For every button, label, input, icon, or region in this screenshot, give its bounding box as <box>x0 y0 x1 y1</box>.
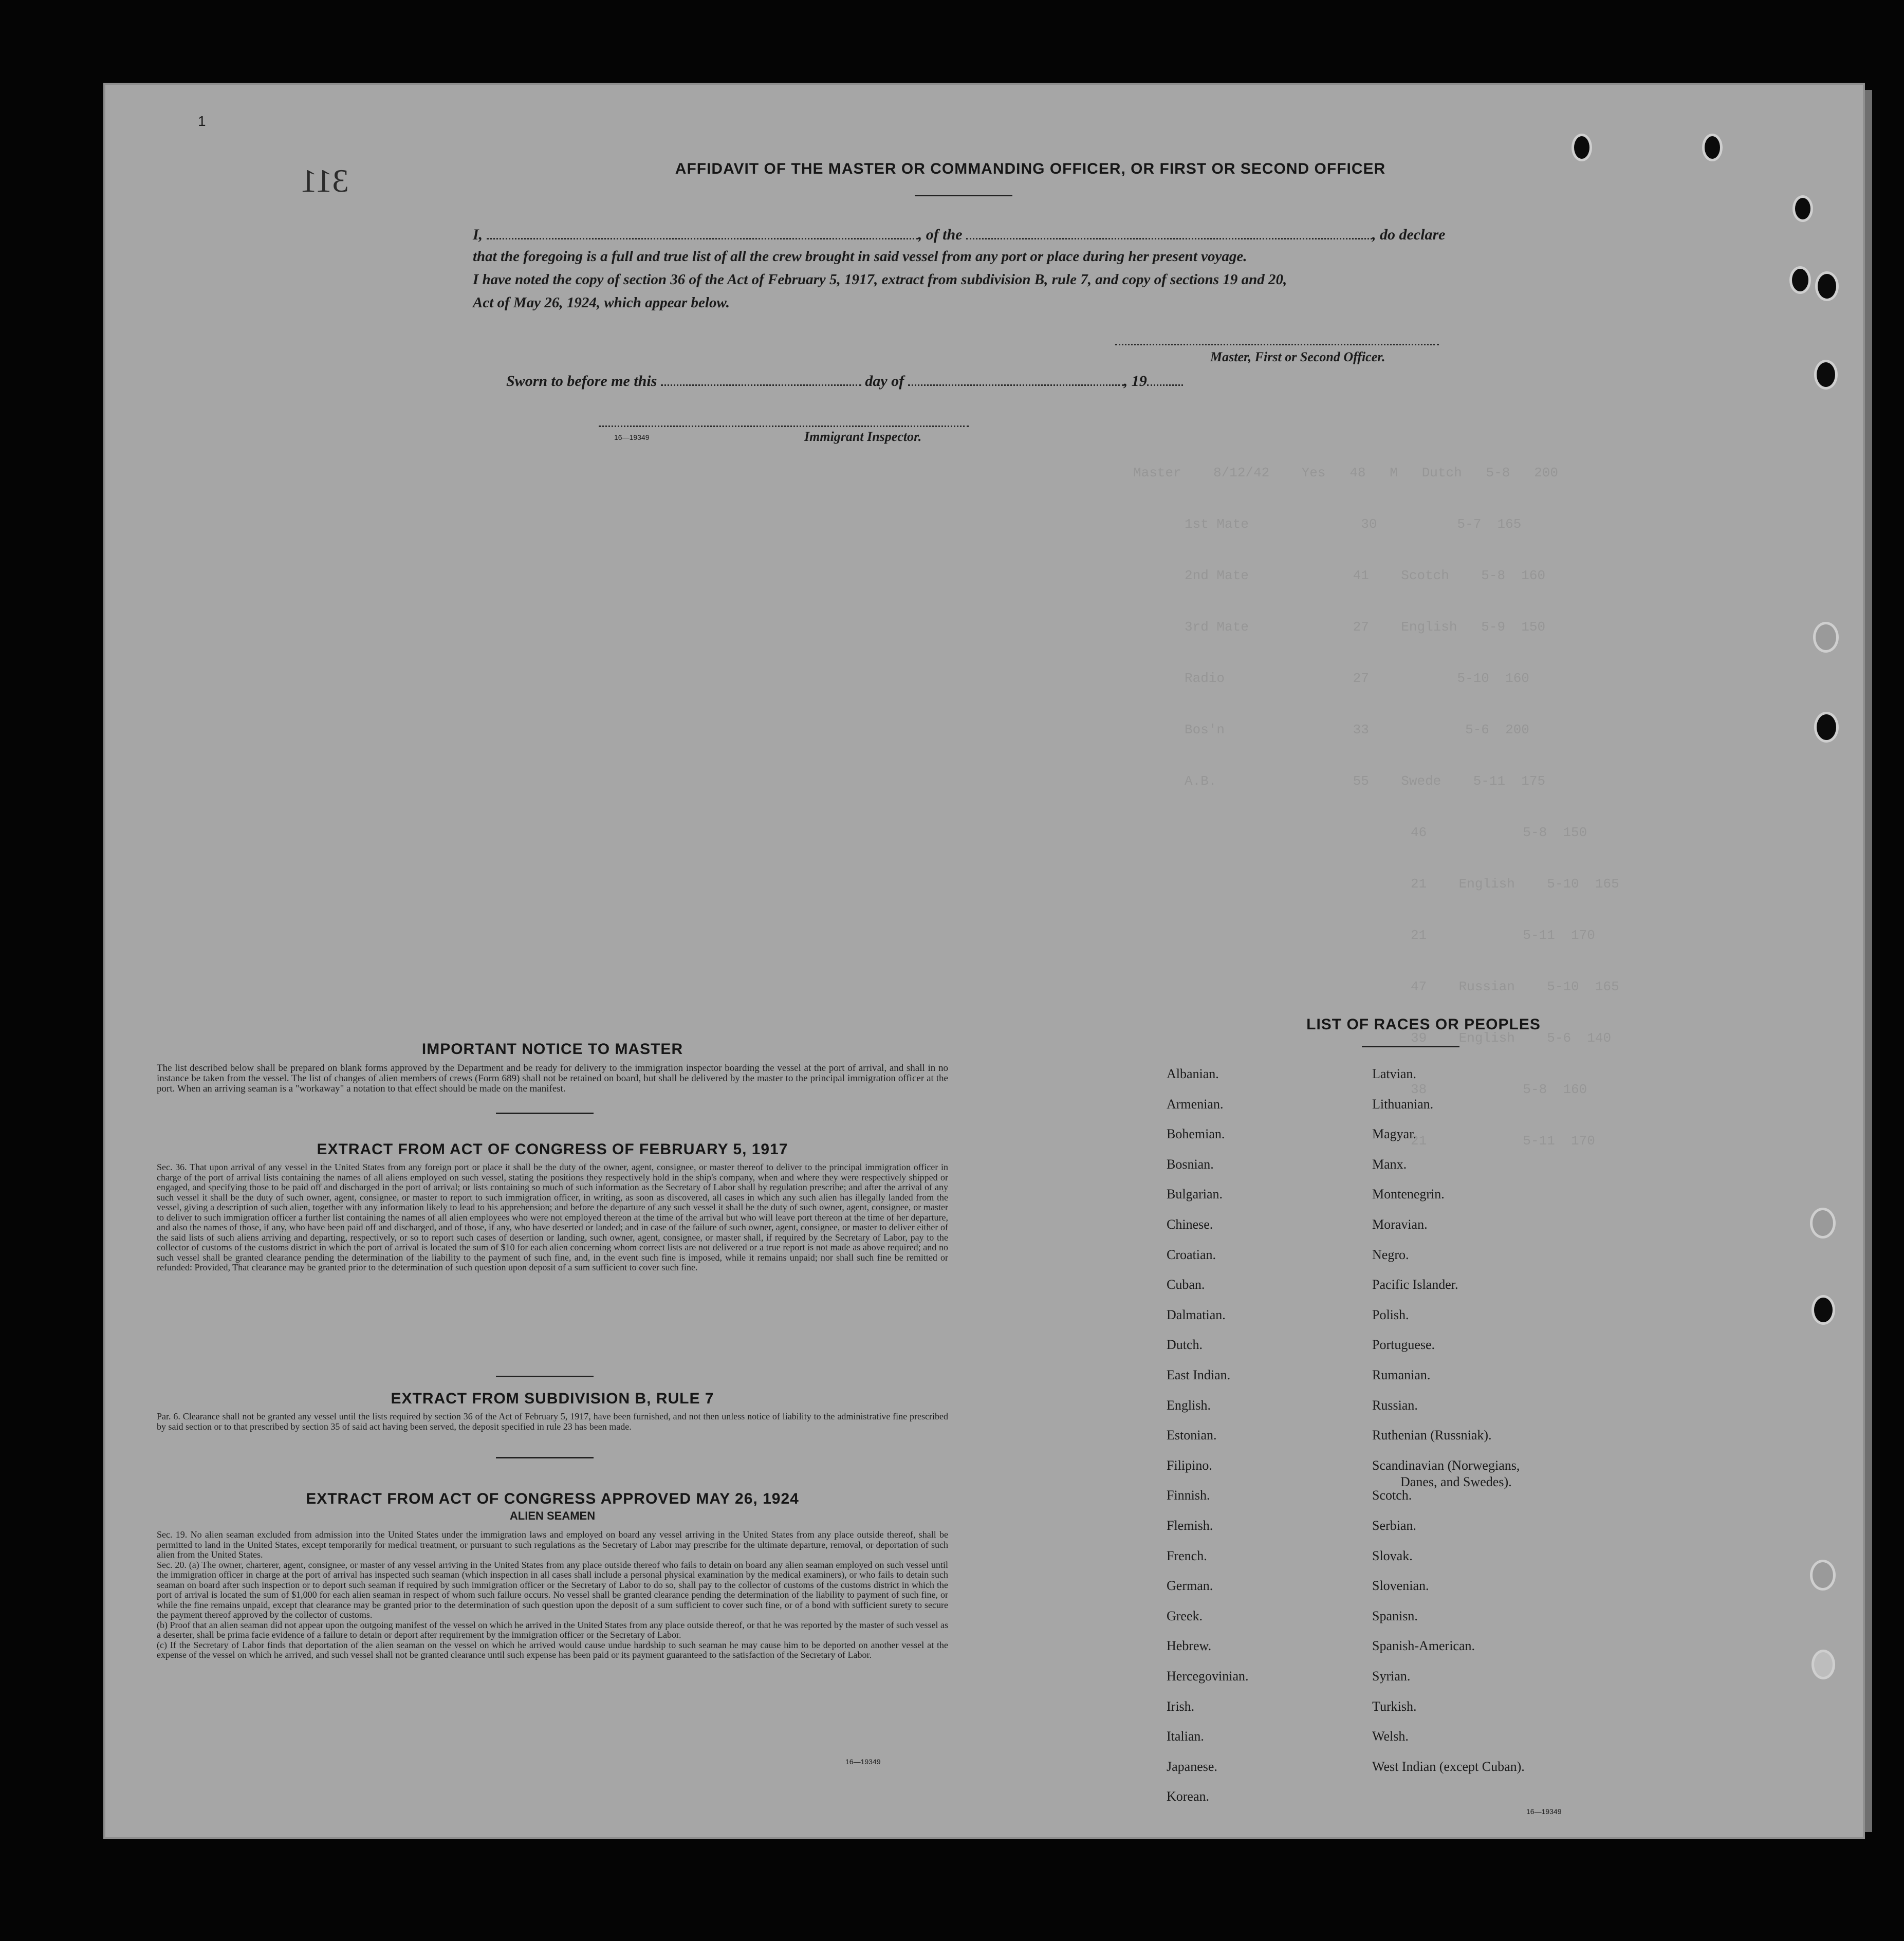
race-item: Serbian. <box>1372 1518 1416 1533</box>
race-item: Slovak. <box>1372 1548 1413 1563</box>
race-item: Polish. <box>1372 1307 1409 1322</box>
race-item: Syrian. <box>1372 1669 1411 1684</box>
binder-hole <box>1815 271 1839 301</box>
bleed-through-text: Radio 27 5-10 160 <box>1185 671 1529 686</box>
binder-hole <box>1810 1560 1836 1591</box>
race-item: Cuban. <box>1167 1277 1205 1292</box>
race-item: Lithuanian. <box>1372 1096 1434 1112</box>
binder-hole <box>1811 1650 1835 1679</box>
inspector-label: Immigrant Inspector. <box>804 429 922 444</box>
bleed-through-text: 47 Russian 5-10 165 <box>1411 979 1619 994</box>
declaration-line-2: that the foregoing is a full and true list of all the crew brought in said vessel from any port or place during her present voyage. <box>473 248 1247 265</box>
race-item: Negro. <box>1372 1247 1409 1262</box>
page-number: 311 <box>301 162 349 199</box>
notice-divider <box>496 1113 594 1114</box>
rule7-divider <box>496 1457 594 1458</box>
race-item: Dalmatian. <box>1167 1307 1226 1322</box>
sworn-prefix: Sworn to before me this <box>506 373 657 390</box>
sworn-day-field[interactable] <box>661 371 861 386</box>
declaration-line-4: Act of May 26, 1924, which appear below. <box>473 294 730 311</box>
extract-1924-subtitle: ALIEN SEAMEN <box>509 1509 596 1522</box>
race-item: Hebrew. <box>1167 1638 1212 1654</box>
declaration-line-1 <box>473 225 1445 244</box>
rule7-text: Par. 6. Clearance shall not be granted any vessel until the lists required by section 36 of the Act of February 5, 1917, have been furnished, and not then unless notice of liability to the administrative fine prescribed by said section or to that prescribed by section 35 of said act having been served, the deposit specified in rule 23 has been made. <box>157 1411 948 1432</box>
bleed-through-text: 1st Mate 30 5-7 165 <box>1185 516 1522 532</box>
extract-1917-divider <box>496 1376 594 1377</box>
race-item: Finnish. <box>1167 1488 1210 1503</box>
race-item: Montenegrin. <box>1372 1187 1445 1202</box>
extract-1917-text: Sec. 36. That upon arrival of any vessel in the United States from any foreign port or place it shall be the duty of the owner, agent, consignee, or master thereof to deliver to the principal immigration officer in charge of the port of arrival lists containing the names of all aliens employed on such vessel, stating the positions they respectively hold in the ship's company, when and where they were respectively shipped or engaged, and specifying those to be paid off and discharged in the port of arrival; or lists containing so much of such information as the Secretary of Labor shall by regulation prescribe; and after the arrival of any such vessel it shall be the duty of such owner, agent, consignee, or master to report to such immigration officer, in writing, as soon as discovered, all cases in which any such alien has illegally landed from the vessel, giving a description of such alien, together with any information likely to lead to his apprehension; and before the departure of any such vessel it shall be the duty of such owner, agent, consignee, or master to deliver to such immigration officer a further list containing the names of all alien employees who were not employed thereon at the time of the arrival but who will leave port thereon at the time of her departure, and also the names of those, if any, who have been paid off and discharged, and of those, if any, who have deserted or landed; and in case of the failure of such owner, agent, consignee, or master to deliver either of the said lists of such aliens arriving and departing, respectively, or so to report such cases of desertion or landing, such owner, agent, consignee, or master shall, if required by the Secretary of Labor, pay to the collector of customs of the customs district in which the port of arrival is located the sum of $10 for each alien concerning whom correct lists are not delivered or a true report is not made as above required; and no such vessel shall be granted clearance pending the determination of the liability to the payment of such fine, and, in the event such fine is imposed, while it remains unpaid; nor shall such fine be remitted or refunded: Provided, That clearance may be granted prior to the determination of such question upon deposit of a sum sufficient to cover such fine. <box>157 1162 948 1272</box>
binder-hole <box>1813 622 1839 653</box>
declaration-line-3: I have noted the copy of section 36 of the Act of February 5, 1917, extract from subdivision B, rule 7, and copy of sections 19 and 20, <box>473 271 1287 288</box>
race-item: Pacific Islander. <box>1372 1277 1458 1292</box>
race-item: Latvian. <box>1372 1066 1416 1081</box>
race-item: Russian. <box>1372 1397 1418 1413</box>
inspector-signature-field[interactable] <box>599 426 969 427</box>
sec20b-text: (b) Proof that an alien seaman did not appear upon the outgoing manifest of the vessel on which he arrived in the United States from any place outside thereof, or that he was reported by the master of such vessel as a deserter, shall be prima facie evidence of a failure to detain or deport after requirement by the immigration officer or the Secretary of Labor. <box>157 1619 948 1640</box>
binder-hole <box>1811 1295 1835 1325</box>
race-item: Korean. <box>1167 1789 1210 1804</box>
races-form-code: 16—19349 <box>1526 1807 1562 1816</box>
master-signature-field[interactable] <box>1115 344 1439 345</box>
race-item: Estonian. <box>1167 1428 1217 1443</box>
extract-1917-title: EXTRACT FROM ACT OF CONGRESS OF FEBRUARY 5, 1917 <box>317 1141 788 1158</box>
binder-hole <box>1814 360 1838 390</box>
extract-1924-body <box>157 1530 948 1660</box>
race-item: Magyar. <box>1372 1126 1416 1142</box>
bleed-through-text: 2nd Mate 41 Scotch 5-8 160 <box>1185 568 1546 583</box>
race-item: West Indian (except Cuban). <box>1372 1759 1525 1774</box>
binder-hole <box>1814 712 1839 743</box>
binder-hole <box>1702 134 1723 161</box>
race-item: Bohemian. <box>1167 1126 1225 1142</box>
race-item: Italian. <box>1167 1729 1204 1744</box>
declaration-of-the: , of the <box>918 226 963 243</box>
sworn-day-label: day of <box>865 373 904 390</box>
binder-hole <box>1789 266 1811 294</box>
race-item: Ruthenian (Russniak). <box>1372 1428 1492 1443</box>
race-item: Irish. <box>1167 1698 1195 1714</box>
race-item: Rumanian. <box>1372 1367 1431 1382</box>
sworn-year-field[interactable] <box>1147 371 1183 386</box>
extract-form-code: 16—19349 <box>845 1758 881 1766</box>
bleed-through-text: 21 English 5-10 165 <box>1411 876 1619 892</box>
race-item: Portuguese. <box>1372 1337 1435 1353</box>
binder-hole <box>1810 1208 1836 1238</box>
bleed-through-text: 3rd Mate 27 English 5-9 150 <box>1185 619 1546 635</box>
declaration-suffix: , do declare <box>1372 226 1446 243</box>
bleed-through-text: Bos'n 33 5-6 200 <box>1185 722 1529 737</box>
sec20a-text: Sec. 20. (a) The owner, charterer, agent, consignee, or master of any vessel arriving in the United States from any place outside thereof who fails to detain on board any alien seaman employed on such vessel until the immigration officer in charge at the port of arrival has inspected such seaman (which inspection in all cases shall include a personal physical examination by the medical examiners), or who fails to detain such seaman on board after such inspection or to deport such seaman if required by such immigration officer or the Secretary of Labor to do so, shall pay to the collector of customs of the customs district in which the port of arrival is located the sum of $1,000 for each alien seaman in respect of whom such failure occurs. No vessel shall be granted clearance pending the determination of the liability to payment of such fine, or while the fine remains unpaid, except that clearance may be granted prior to the determination of such question upon the deposit of a sum sufficient to cover such fine, or of a bond with sufficient surety to secure the payment thereof approved by the collector of customs. <box>157 1559 948 1620</box>
sworn-year-label: , 19 <box>1123 373 1147 390</box>
race-item: Chinese. <box>1167 1217 1213 1232</box>
notice-text: The list described below shall be prepared on blank forms approved by the Department and be ready for delivery to the immigration inspector boarding the vessel at the port of arrival, and shall in no instance be taken from the vessel. The list of changes of alien members of crews (Form 689) shall not be retained on board, but shall be delivered by the master to the principal immigration officer at the port. When an arriving seaman is a "workaway" a notation to that effect should be made on the manifest. <box>157 1063 948 1094</box>
affidavit-title: AFFIDAVIT OF THE MASTER OR COMMANDING OFFICER, OR FIRST OR SECOND OFFICER <box>675 160 1386 177</box>
title-divider <box>915 195 1012 196</box>
bleed-through-text: 21 5-11 170 <box>1411 928 1595 943</box>
race-item: Bosnian. <box>1167 1156 1214 1172</box>
races-divider <box>1362 1046 1459 1047</box>
race-item: Greek. <box>1167 1608 1203 1623</box>
race-item: Bulgarian. <box>1167 1187 1223 1202</box>
race-item: Slovenian. <box>1372 1578 1429 1594</box>
race-item: Flemish. <box>1167 1518 1213 1533</box>
race-item: Armenian. <box>1167 1096 1224 1112</box>
vessel-name-field[interactable] <box>966 225 1372 239</box>
notice-title: IMPORTANT NOTICE TO MASTER <box>421 1041 683 1058</box>
master-signature-label: Master, First or Second Officer. <box>1210 349 1385 364</box>
race-item: Spanish-American. <box>1372 1638 1475 1654</box>
sworn-month-field[interactable] <box>908 371 1124 386</box>
binder-hole <box>1572 134 1592 161</box>
manifest-page <box>105 85 1863 1837</box>
rule7-title: EXTRACT FROM SUBDIVISION B, RULE 7 <box>391 1390 714 1407</box>
race-item: Hercegovinian. <box>1167 1669 1249 1684</box>
race-item: Albanian. <box>1167 1066 1219 1081</box>
sec19-text: Sec. 19. No alien seaman excluded from admission into the United States under the immigration laws and employed on board any vessel arriving in the United States from any place outside thereof, shall be permitted to land in the United States, except temporarily for medical treatment, or pursuant to such regulations as the Secretary of Labor may prescribe for the ultimate departure, removal, or deportation of such alien from the United States. <box>157 1529 948 1560</box>
sec20c-text: (c) If the Secretary of Labor finds that deportation of the alien seaman on the vessel on which he arrived would cause undue hardship to such seaman he may cause him to be deported on another vessel at the expense of the vessel on which he arrived, and such vessel shall not be granted clearance until such expense has been paid or its payment guaranteed to the satisfaction of the Secretary of Labor. <box>157 1639 948 1660</box>
race-item: Manx. <box>1372 1156 1407 1172</box>
race-item: Japanese. <box>1167 1759 1217 1774</box>
race-item: French. <box>1167 1548 1207 1563</box>
bleed-through-text: 39 English 5-6 140 <box>1411 1030 1612 1046</box>
race-item: Scotch. <box>1372 1488 1412 1503</box>
race-item: German. <box>1167 1578 1213 1594</box>
race-item: Turkish. <box>1372 1698 1417 1714</box>
binder-hole <box>1792 195 1813 222</box>
form-code: 16—19349 <box>614 433 650 441</box>
bleed-through-text: 46 5-8 150 <box>1411 825 1587 840</box>
corner-mark: 1 <box>198 113 206 129</box>
race-item: Dutch. <box>1167 1337 1203 1353</box>
race-item: East Indian. <box>1167 1367 1231 1382</box>
race-item: Moravian. <box>1372 1217 1428 1232</box>
races-title: LIST OF RACES OR PEOPLES <box>1306 1016 1541 1033</box>
race-item: Scandinavian (Norwegians, <box>1372 1457 1520 1473</box>
race-item: Spanisn. <box>1372 1608 1418 1623</box>
bleed-through-text: 21 5-11 170 <box>1411 1133 1595 1149</box>
race-item: Welsh. <box>1372 1729 1409 1744</box>
race-item: Croatian. <box>1167 1247 1216 1262</box>
bleed-through-text: A.B. 55 Swede 5-11 175 <box>1185 773 1546 789</box>
race-item: Filipino. <box>1167 1457 1212 1473</box>
extract-1924-title: EXTRACT FROM ACT OF CONGRESS APPROVED MAY 26, 1924 <box>306 1490 799 1507</box>
race-item: Danes, and Swedes). <box>1400 1474 1512 1489</box>
declaration-prefix: I, <box>473 226 483 243</box>
officer-name-field[interactable] <box>487 225 918 239</box>
sworn-line <box>506 371 1183 390</box>
race-item: English. <box>1167 1397 1211 1413</box>
bleed-through-text: 38 5-8 160 <box>1411 1082 1587 1097</box>
bleed-through-text: Master 8/12/42 Yes 48 M Dutch 5-8 200 <box>1133 465 1558 480</box>
